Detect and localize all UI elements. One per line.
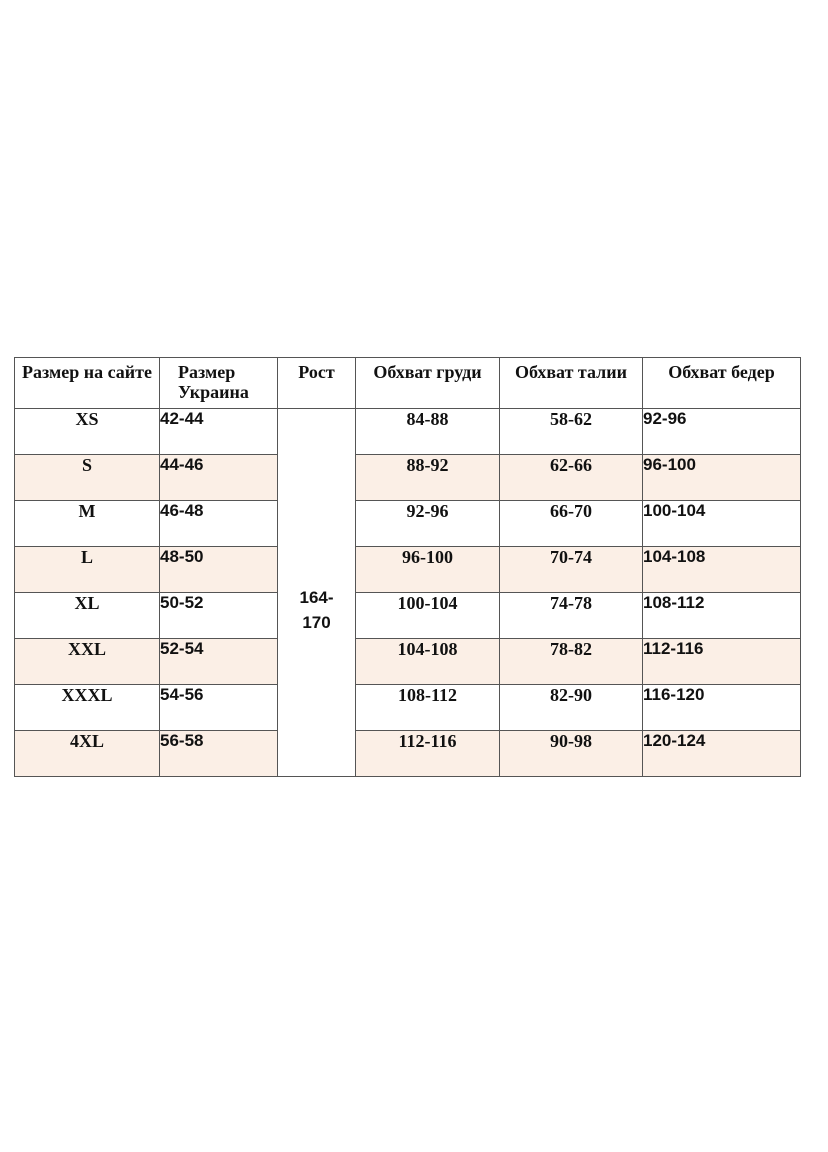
cell-ukraine-size: 56-58 — [160, 731, 278, 777]
cell-hips: 112-116 — [643, 639, 801, 685]
cell-chest: 108-112 — [356, 685, 500, 731]
header-waist: Обхват талии — [500, 358, 643, 409]
cell-waist: 58-62 — [500, 409, 643, 455]
cell-ukraine-size: 44-46 — [160, 455, 278, 501]
table-row — [15, 409, 801, 455]
cell-waist: 74-78 — [500, 593, 643, 639]
cell-hips: 120-124 — [643, 731, 801, 777]
table-row — [15, 501, 801, 547]
cell-site-size: XXL — [15, 639, 160, 685]
cell-waist: 78-82 — [500, 639, 643, 685]
cell-ukraine-size: 54-56 — [160, 685, 278, 731]
cell-chest: 100-104 — [356, 593, 500, 639]
cell-height — [278, 409, 356, 777]
table-row — [15, 593, 801, 639]
cell-ukraine-size: 42-44 — [160, 409, 278, 455]
cell-hips: 116-120 — [643, 685, 801, 731]
table-row — [15, 547, 801, 593]
header-chest: Обхват груди — [356, 358, 500, 409]
cell-site-size: S — [15, 455, 160, 501]
header-row — [15, 358, 801, 409]
cell-waist: 62-66 — [500, 455, 643, 501]
cell-hips: 92-96 — [643, 409, 801, 455]
cell-site-size: L — [15, 547, 160, 593]
cell-site-size: XXXL — [15, 685, 160, 731]
header-hips: Обхват бедер — [643, 358, 801, 409]
cell-waist: 66-70 — [500, 501, 643, 547]
header-site-size: Размер на сайте — [15, 358, 160, 409]
cell-chest: 104-108 — [356, 639, 500, 685]
table-row — [15, 685, 801, 731]
cell-ukraine-size: 48-50 — [160, 547, 278, 593]
cell-site-size: XL — [15, 593, 160, 639]
cell-hips: 104-108 — [643, 547, 801, 593]
cell-waist: 82-90 — [500, 685, 643, 731]
cell-site-size: M — [15, 501, 160, 547]
table-row — [15, 455, 801, 501]
cell-chest: 88-92 — [356, 455, 500, 501]
cell-ukraine-size: 46-48 — [160, 501, 278, 547]
cell-hips: 96-100 — [643, 455, 801, 501]
cell-site-size: XS — [15, 409, 160, 455]
cell-chest: 84-88 — [356, 409, 500, 455]
size-chart-table — [14, 357, 801, 777]
header-ukraine-size: Размер Украина — [160, 358, 278, 409]
table-row — [15, 731, 801, 777]
height-value: 164-170 — [299, 587, 334, 632]
cell-hips: 100-104 — [643, 501, 801, 547]
cell-ukraine-size: 50-52 — [160, 593, 278, 639]
cell-hips: 108-112 — [643, 593, 801, 639]
table-row — [15, 639, 801, 685]
cell-waist: 90-98 — [500, 731, 643, 777]
cell-chest: 112-116 — [356, 731, 500, 777]
cell-chest: 96-100 — [356, 547, 500, 593]
header-height: Рост — [278, 358, 356, 409]
cell-site-size: 4XL — [15, 731, 160, 777]
cell-chest: 92-96 — [356, 501, 500, 547]
cell-waist: 70-74 — [500, 547, 643, 593]
cell-ukraine-size: 52-54 — [160, 639, 278, 685]
